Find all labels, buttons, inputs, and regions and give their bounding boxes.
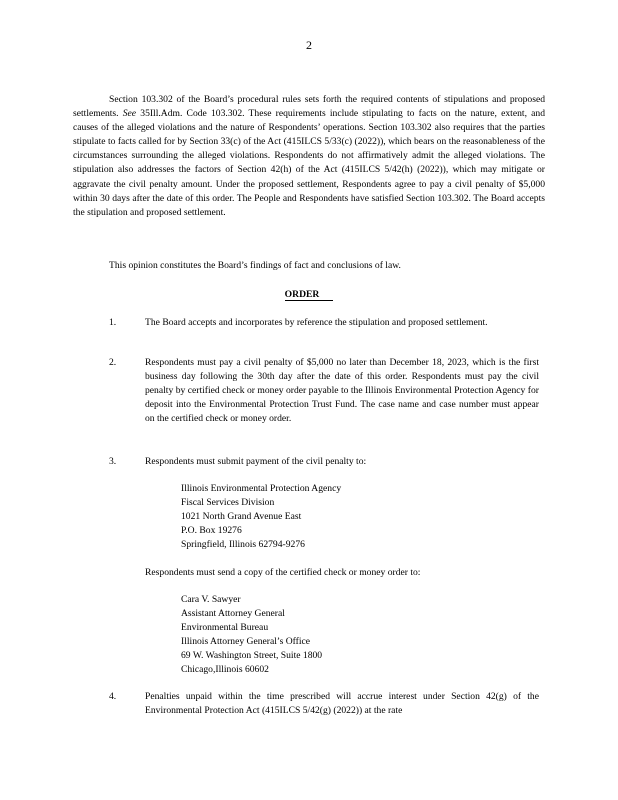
payment-address bbox=[181, 482, 341, 552]
order-heading-text: ORDER bbox=[285, 289, 334, 301]
address-line: Springfield, Illinois 62794-9276 bbox=[181, 539, 305, 550]
order-heading bbox=[0, 289, 618, 300]
address-line: Illinois Attorney General’s Office bbox=[181, 636, 311, 647]
settlement-paragraph bbox=[73, 93, 545, 220]
address-line: 1021 North Grand Avenue East bbox=[181, 511, 302, 522]
address-line: Environmental Bureau bbox=[181, 622, 269, 633]
address-line: Chicago,Illinois 60602 bbox=[181, 664, 269, 675]
item-text: Respondents must submit payment of the civil penalty to: bbox=[145, 456, 367, 467]
page-number: 2 bbox=[306, 38, 312, 52]
item-number: 4. bbox=[109, 691, 117, 702]
copy-address bbox=[181, 593, 322, 677]
item-number: 3. bbox=[109, 456, 117, 467]
address-line: Assistant Attorney General bbox=[181, 608, 285, 619]
item-text: The Board accepts and incorporates by reference the stipulation and proposed settlement. bbox=[145, 317, 488, 328]
paragraph-text-b: 35Ill.Adm. Code 103.302. These requirements include stipulating to facts on the nature, extent, and causes of the alleged violations and the nature of Respondents’ operations. Section 103.302 also requires that the parties stipulate to facts called for by Section 33(c) of the Act (415ILCS 5/33(c) (2022)), which bears on the reasonableness of the circumstances surrounding the alleged violations. Respondents do not affirmatively admit the alleged violations. The stipulation also addresses the factors of Section 42(h) of the Act (415ILCS 5/42(h) (2022)), which may mitigate or aggravate the civil penalty amount. Under the proposed settlement, Respondents agree to pay a civil penalty of $5,000 within 30 days after the date of this order. The People and Respondents have satisfied Section 103.302. The Board accepts the stipulation and proposed settlement. bbox=[73, 108, 545, 218]
paragraph-text-a: Section 103.302 of the Board’s procedural rules sets forth the required contents of stipulations and proposed settlements. bbox=[73, 94, 545, 120]
address-line: Cara V. Sawyer bbox=[181, 594, 241, 605]
item-text: Penalties unpaid within the time prescribed will accrue interest under Section 42(g) of the Environmental Protection Act (415ILCS 5/42(g) (2022)) at the rate bbox=[145, 691, 539, 716]
address-line: Illinois Environmental Protection Agency bbox=[181, 483, 342, 494]
item-text: Respondents must pay a civil penalty of $5,000 no later than December 18, 2023, which is the first business day following the 30th day after the date of this order. Respondents must pay the civil penalty by certified check or money order payable to the Illinois Environmental Protection Agency for deposit into the Environmental Protection Trust Fund. The case name and case number must appear on the certified check or money order. bbox=[145, 357, 539, 424]
address-line: Fiscal Services Division bbox=[181, 497, 275, 508]
item-number: 2. bbox=[109, 357, 117, 368]
address-line: P.O. Box 19276 bbox=[181, 525, 242, 536]
item-number: 1. bbox=[109, 317, 117, 328]
see-signal: See bbox=[122, 108, 137, 120]
copy-instruction: Respondents must send a copy of the certified check or money order to: bbox=[145, 567, 421, 578]
opinion-paragraph: This opinion constitutes the Board’s findings of fact and conclusions of law. bbox=[109, 260, 401, 271]
address-line: 69 W. Washington Street, Suite 1800 bbox=[181, 650, 323, 661]
